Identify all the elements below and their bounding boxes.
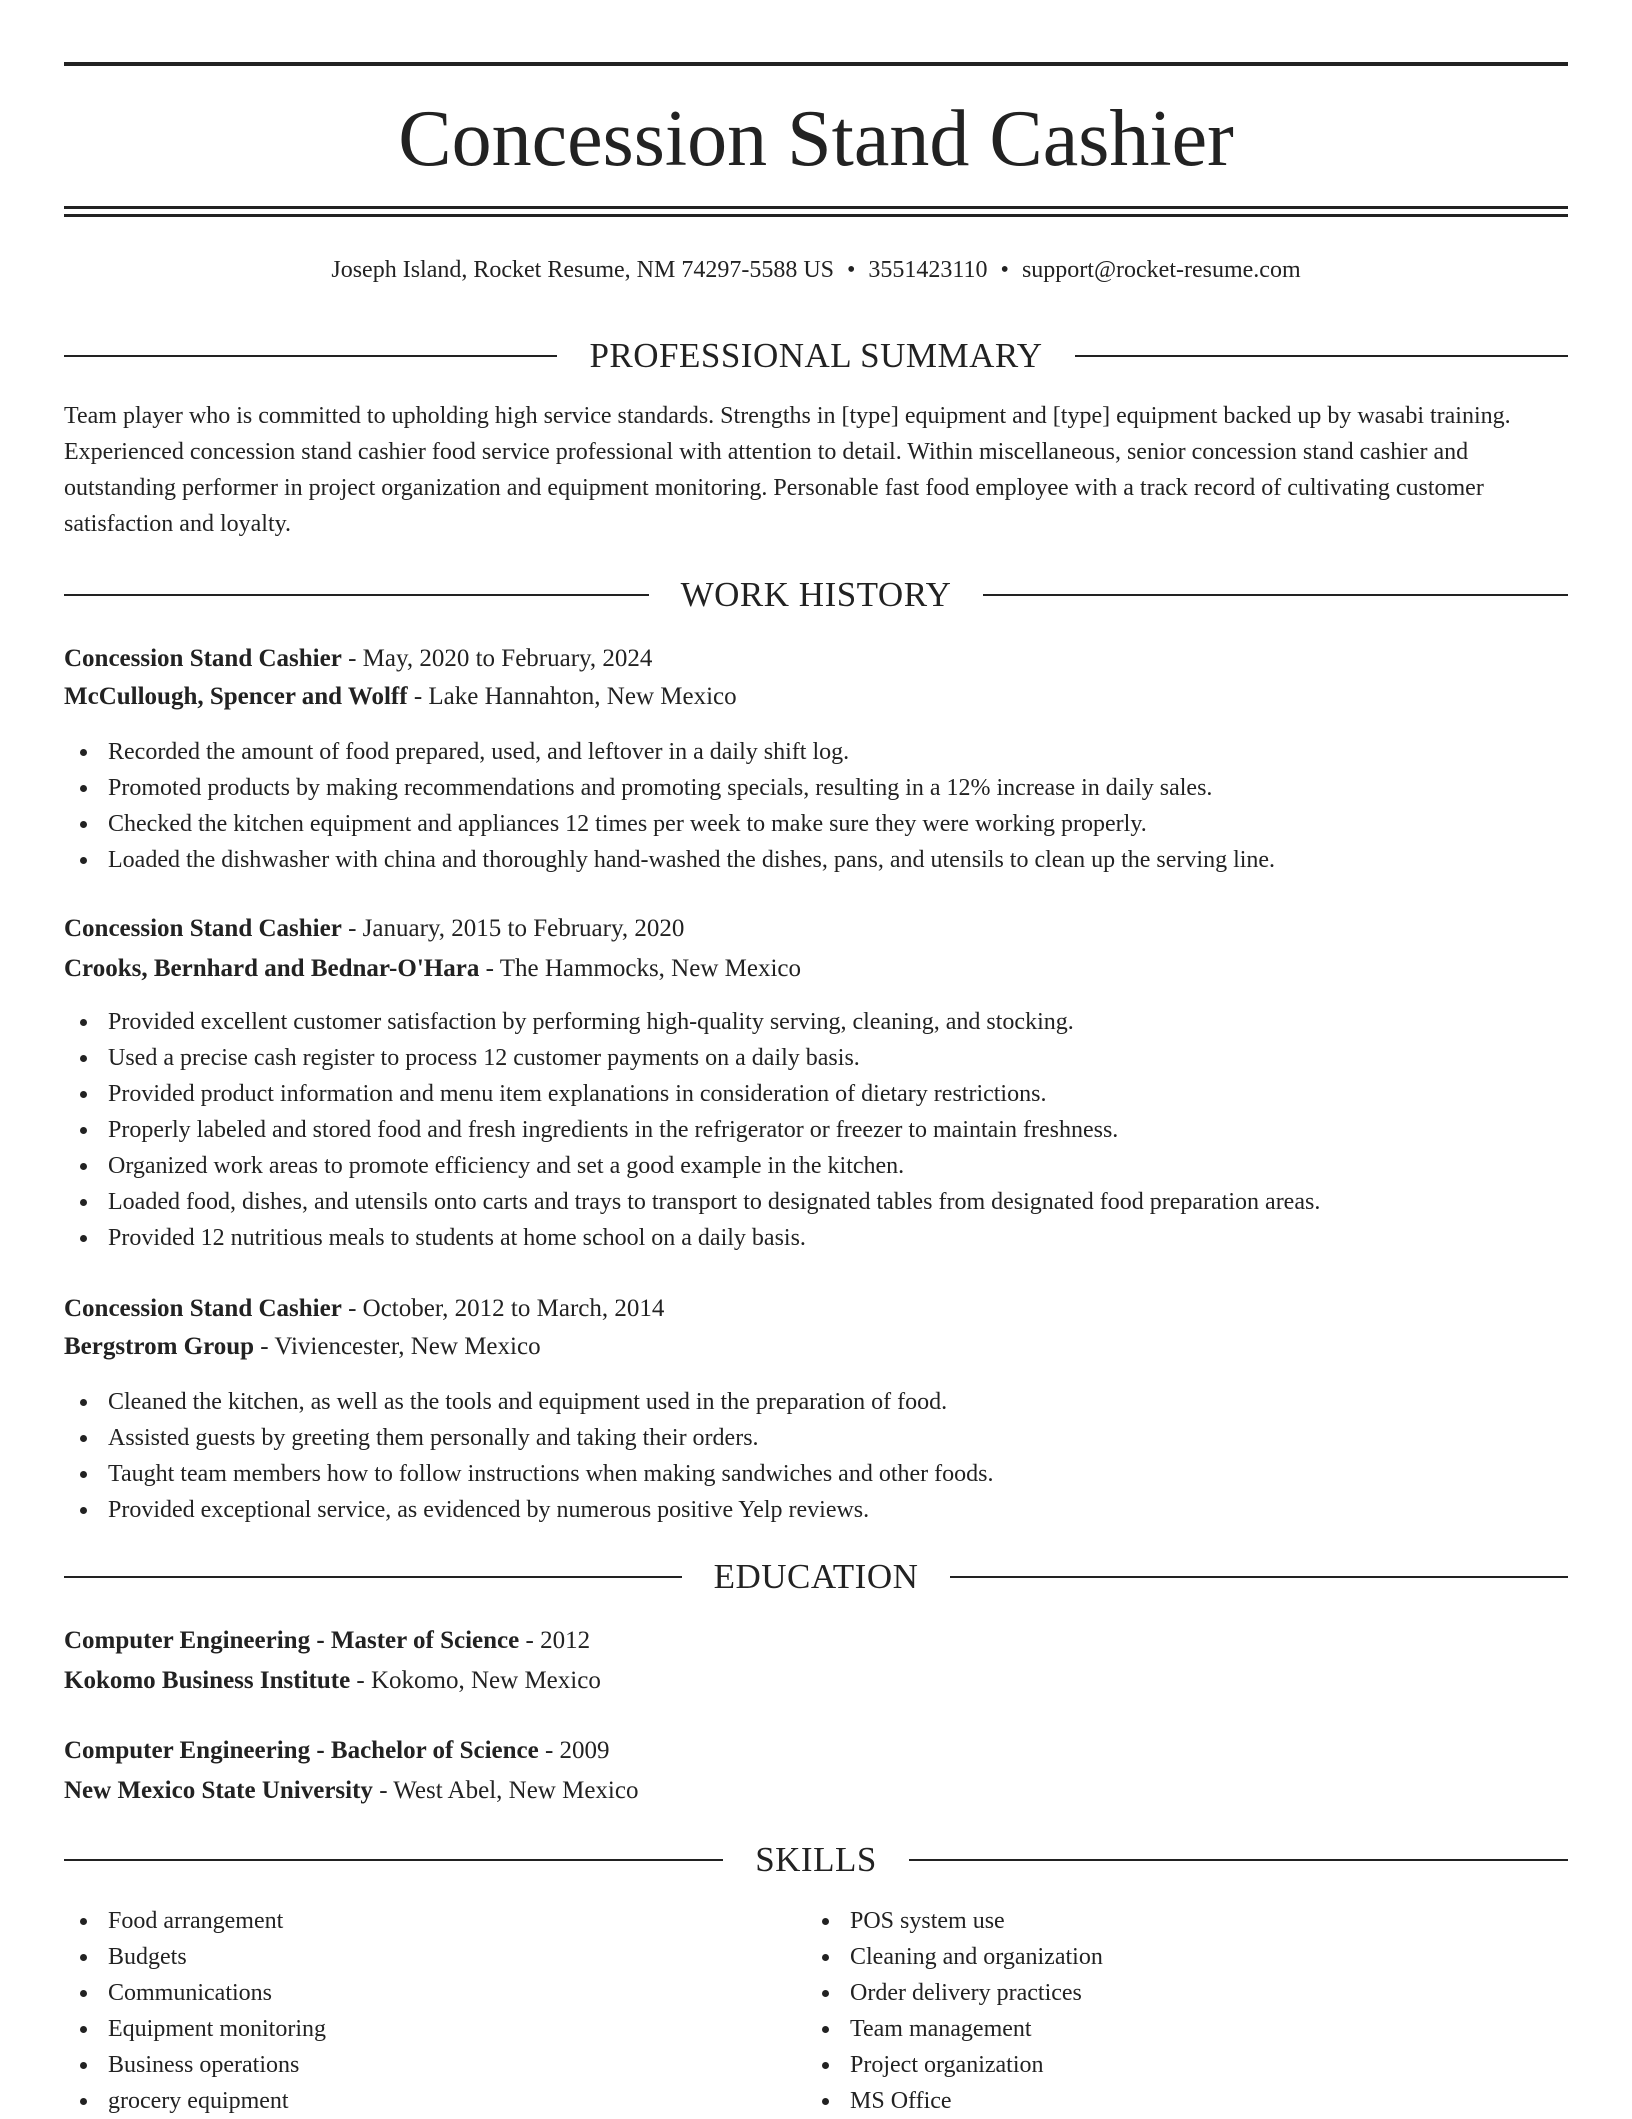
list-item: Recorded the amount of food prepared, used, and leftover in a daily shift log. xyxy=(64,734,1568,770)
list-item: Properly labeled and stored food and fresh ingredients in the refrigerator or freezer to maintain freshness. xyxy=(64,1112,1568,1148)
job-2-company-line xyxy=(64,950,1568,988)
header-top-rule xyxy=(64,62,1568,66)
list-item: Loaded the dishwasher with china and thoroughly hand-washed the dishes, pans, and utensils to clean up the serving line. xyxy=(64,842,1568,878)
section-heading: EDUCATION xyxy=(713,1557,919,1596)
job-location: - The Hammocks, New Mexico xyxy=(485,955,802,982)
list-item: Assisted guests by greeting them personally and taking their orders. xyxy=(64,1420,1568,1456)
job-dates: - January, 2015 to February, 2020 xyxy=(348,915,685,942)
education-1-school-line xyxy=(64,1662,1568,1700)
list-item: Checked the kitchen equipment and appliances 12 times per week to make sure they were working properly. xyxy=(64,806,1568,842)
contact-email: support@rocket-resume.com xyxy=(1021,257,1301,283)
contact-line xyxy=(64,252,1568,288)
job-3-company-line xyxy=(64,1328,1568,1366)
job-3-title-line xyxy=(64,1290,1568,1328)
list-item: POS system use xyxy=(806,1903,1632,1939)
list-item: Loaded food, dishes, and utensils onto carts and trays to transport to designated tables from designated food preparation areas. xyxy=(64,1184,1568,1220)
education-2-degree-line xyxy=(64,1732,1568,1770)
education-location: - Kokomo, New Mexico xyxy=(356,1667,601,1694)
education-year: - 2012 xyxy=(525,1627,591,1654)
job-dates: - May, 2020 to February, 2024 xyxy=(348,645,653,672)
job-company: Bergstrom Group xyxy=(64,1333,255,1360)
list-item: Taught team members how to follow instructions when making sandwiches and other foods. xyxy=(64,1456,1568,1492)
section-heading: WORK HISTORY xyxy=(680,575,952,614)
list-item: Business operations xyxy=(64,2047,1568,2083)
job-2-title-line xyxy=(64,910,1568,948)
list-item: Cleaned the kitchen, as well as the tools and equipment used in the preparation of food. xyxy=(64,1384,1568,1420)
list-item: Used a precise cash register to process 12 customer payments on a daily basis. xyxy=(64,1040,1568,1076)
section-heading: SKILLS xyxy=(755,1840,877,1879)
section-rule-left xyxy=(64,355,557,357)
list-item: Promoted products by making recommendations and promoting specials, resulting in a 12% increase in daily sales. xyxy=(64,770,1568,806)
contact-separator: • xyxy=(1000,257,1009,283)
job-location: - Viviencester, New Mexico xyxy=(260,1333,541,1360)
list-item: Communications xyxy=(64,1975,1568,2011)
education-school: Kokomo Business Institute xyxy=(64,1667,351,1694)
contact-address: Joseph Island, Rocket Resume, NM 74297-5588 US xyxy=(331,257,835,283)
education-year: - 2009 xyxy=(544,1737,610,1764)
education-location: - West Abel, New Mexico xyxy=(379,1777,639,1804)
resume-page xyxy=(64,0,1568,2112)
list-item: grocery equipment xyxy=(64,2083,1568,2119)
list-item: Budgets xyxy=(64,1939,1568,1975)
education-1-degree-line xyxy=(64,1622,1568,1660)
list-item: Provided product information and menu item explanations in consideration of dietary restrictions. xyxy=(64,1076,1568,1112)
education-school: New Mexico State University xyxy=(64,1777,373,1804)
education-degree: Computer Engineering - Master of Science xyxy=(64,1627,520,1654)
job-1-title-line xyxy=(64,640,1568,678)
job-location: - Lake Hannahton, New Mexico xyxy=(413,683,737,710)
header-bottom-rule-1 xyxy=(64,206,1568,209)
job-title: Concession Stand Cashier xyxy=(64,915,342,942)
section-rule-left xyxy=(64,1576,682,1578)
section-rule-right xyxy=(909,1859,1568,1861)
section-rule-right xyxy=(1075,355,1568,357)
summary-text: Team player who is committed to upholding high service standards. Strengths in [type] equipment and [type] equipment backed up by wasabi training. Experienced concession stand cashier food service professional with attention to detail. Within miscellaneous, senior concession stand cashier and outstanding performer in project organization and equipment monitoring. Personable fast food employee with a track record of cultivating customer satisfaction and loyalty. xyxy=(64,403,1511,537)
skills-list-right xyxy=(806,1903,1632,2119)
list-item: Cleaning and organization xyxy=(806,1939,1632,1975)
section-rule-right xyxy=(950,1576,1568,1578)
contact-phone: 3551423110 xyxy=(868,257,988,283)
section-work-history xyxy=(64,573,1568,617)
contact-separator: • xyxy=(847,257,856,283)
list-item: Team management xyxy=(806,2011,1632,2047)
job-title: Concession Stand Cashier xyxy=(64,1295,342,1322)
header-bottom-rule-2 xyxy=(64,214,1568,217)
section-rule-right xyxy=(983,594,1568,596)
list-item: Equipment monitoring xyxy=(64,2011,1568,2047)
job-company: McCullough, Spencer and Wolff xyxy=(64,683,408,710)
resume-title: Concession Stand Cashier xyxy=(398,95,1234,183)
job-3-bullets xyxy=(64,1384,1568,1528)
list-item: Food arrangement xyxy=(64,1903,1568,1939)
section-education xyxy=(64,1555,1568,1599)
education-degree: Computer Engineering - Bachelor of Science xyxy=(64,1737,539,1764)
list-item: Project organization xyxy=(806,2047,1632,2083)
list-item: MS Office xyxy=(806,2083,1632,2119)
job-2-bullets xyxy=(64,1004,1568,1256)
list-item: Provided excellent customer satisfaction by performing high-quality serving, cleaning, and stocking. xyxy=(64,1004,1568,1040)
section-skills xyxy=(64,1838,1568,1882)
job-title: Concession Stand Cashier xyxy=(64,645,342,672)
list-item: Provided 12 nutritious meals to students at home school on a daily basis. xyxy=(64,1220,1568,1256)
list-item: Order delivery practices xyxy=(806,1975,1632,2011)
section-professional-summary xyxy=(64,334,1568,378)
section-rule-left xyxy=(64,1859,723,1861)
education-2-school-line xyxy=(64,1772,1568,1810)
job-1-company-line xyxy=(64,678,1568,716)
list-item: Organized work areas to promote efficiency and set a good example in the kitchen. xyxy=(64,1148,1568,1184)
job-dates: - October, 2012 to March, 2014 xyxy=(348,1295,665,1322)
section-rule-left xyxy=(64,594,649,596)
list-item: Provided exceptional service, as evidenced by numerous positive Yelp reviews. xyxy=(64,1492,1568,1528)
job-company: Crooks, Bernhard and Bednar-O'Hara xyxy=(64,955,480,982)
section-heading: PROFESSIONAL SUMMARY xyxy=(589,336,1043,375)
job-1-bullets xyxy=(64,734,1568,878)
